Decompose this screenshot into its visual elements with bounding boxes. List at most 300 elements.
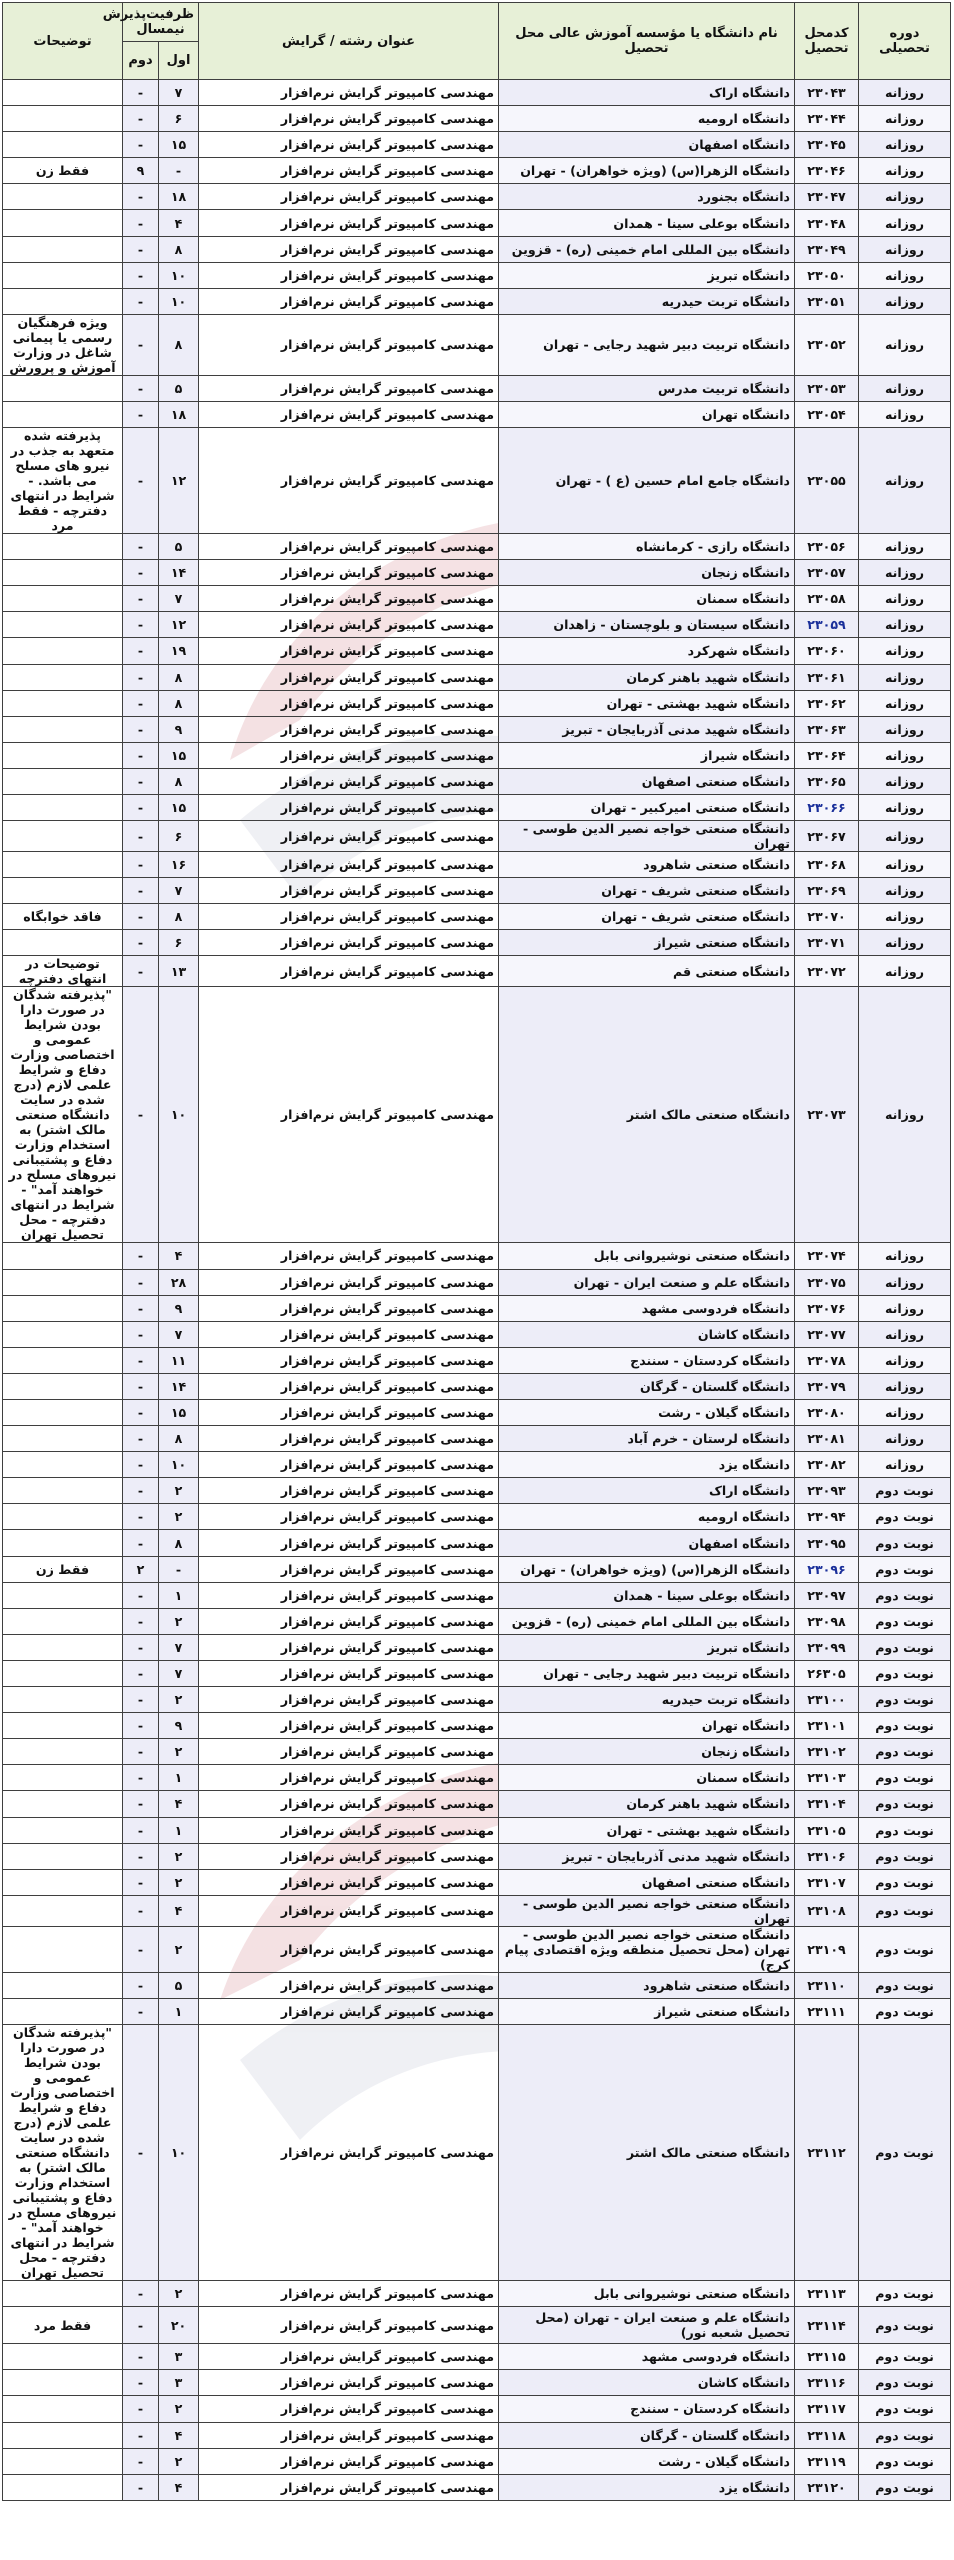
cell-notes <box>3 664 123 690</box>
cell-capacity-second: - <box>123 1869 159 1895</box>
cell-notes <box>3 1998 123 2024</box>
table-row <box>3 1660 951 1686</box>
cell-code: ۲۳۰۹۴ <box>795 1504 859 1530</box>
cell-notes <box>3 1791 123 1817</box>
cell-capacity-second: - <box>123 690 159 716</box>
admission-table <box>2 2 951 2501</box>
cell-period: روزانه <box>859 664 951 690</box>
cell-capacity-first: ۱۰ <box>159 288 199 314</box>
cell-capacity-second: - <box>123 1739 159 1765</box>
cell-university: دانشگاه ارومیه <box>499 1504 795 1530</box>
table-row <box>3 1452 951 1478</box>
cell-field: مهندسی کامپیوتر گرایش نرم‌افزار <box>199 716 499 742</box>
cell-university: دانشگاه کاشان <box>499 2370 795 2396</box>
cell-university: دانشگاه صنعتی شاهرود <box>499 1972 795 1998</box>
cell-capacity-first: ۴ <box>159 2422 199 2448</box>
cell-university: دانشگاه کردستان - سنندج <box>499 2396 795 2422</box>
cell-period: روزانه <box>859 1373 951 1399</box>
table-row <box>3 1426 951 1452</box>
table-row <box>3 158 951 184</box>
table-row <box>3 987 951 1243</box>
cell-capacity-first: - <box>159 158 199 184</box>
table-row <box>3 106 951 132</box>
table-row <box>3 2422 951 2448</box>
cell-capacity-second: - <box>123 375 159 401</box>
cell-code: ۲۳۰۶۴ <box>795 742 859 768</box>
cell-capacity-second: - <box>123 742 159 768</box>
cell-notes <box>3 401 123 427</box>
cell-university: دانشگاه تهران <box>499 1713 795 1739</box>
cell-capacity-first: ۴ <box>159 210 199 236</box>
cell-capacity-second: - <box>123 1452 159 1478</box>
cell-capacity-second: - <box>123 1843 159 1869</box>
cell-period: روزانه <box>859 132 951 158</box>
cell-code: ۲۳۰۴۹ <box>795 236 859 262</box>
cell-field: مهندسی کامپیوتر گرایش نرم‌افزار <box>199 534 499 560</box>
cell-notes <box>3 821 123 852</box>
cell-period: نوبت دوم <box>859 1895 951 1926</box>
cell-code: ۲۳۰۶۲ <box>795 690 859 716</box>
cell-capacity-first: ۱ <box>159 1765 199 1791</box>
cell-field: مهندسی کامپیوتر گرایش نرم‌افزار <box>199 794 499 820</box>
cell-capacity-first: ۱۰ <box>159 1452 199 1478</box>
cell-period: روزانه <box>859 1269 951 1295</box>
cell-period: نوبت دوم <box>859 1713 951 1739</box>
cell-field: مهندسی کامپیوتر گرایش نرم‌افزار <box>199 184 499 210</box>
cell-period: روزانه <box>859 534 951 560</box>
cell-code: ۲۳۱۱۹ <box>795 2448 859 2474</box>
cell-university: دانشگاه صنعتی شریف - تهران <box>499 904 795 930</box>
table-row <box>3 80 951 106</box>
cell-field: مهندسی کامپیوتر گرایش نرم‌افزار <box>199 106 499 132</box>
cell-code: ۲۳۰۵۰ <box>795 262 859 288</box>
cell-capacity-first: ۲۰ <box>159 2307 199 2344</box>
cell-field: مهندسی کامپیوتر گرایش نرم‌افزار <box>199 236 499 262</box>
table-row <box>3 314 951 375</box>
cell-university: دانشگاه علم و صنعت ایران - تهران <box>499 1269 795 1295</box>
cell-field: مهندسی کامپیوتر گرایش نرم‌افزار <box>199 1660 499 1686</box>
table-row <box>3 1869 951 1895</box>
cell-period: روزانه <box>859 210 951 236</box>
cell-code: ۲۳۰۵۹ <box>795 612 859 638</box>
cell-capacity-second: - <box>123 1426 159 1452</box>
cell-field: مهندسی کامپیوتر گرایش نرم‌افزار <box>199 821 499 852</box>
cell-capacity-second: - <box>123 794 159 820</box>
cell-capacity-second: - <box>123 288 159 314</box>
cell-field: مهندسی کامپیوتر گرایش نرم‌افزار <box>199 1817 499 1843</box>
table-row <box>3 132 951 158</box>
cell-university: دانشگاه صنعتی شیراز <box>499 1998 795 2024</box>
cell-period: نوبت دوم <box>859 1869 951 1895</box>
header-notes: توضیحات <box>3 3 123 80</box>
cell-capacity-first: ۷ <box>159 586 199 612</box>
cell-code: ۲۳۱۱۵ <box>795 2344 859 2370</box>
cell-notes: فقط مرد <box>3 2307 123 2344</box>
cell-field: مهندسی کامپیوتر گرایش نرم‌افزار <box>199 1998 499 2024</box>
cell-capacity-first: ۷ <box>159 80 199 106</box>
table-row <box>3 1791 951 1817</box>
cell-university: دانشگاه شهید مدنی آذربایجان - تبریز <box>499 716 795 742</box>
cell-university: دانشگاه بوعلی سینا - همدان <box>499 1582 795 1608</box>
table-row <box>3 1582 951 1608</box>
cell-capacity-first: ۳ <box>159 2370 199 2396</box>
cell-capacity-first: ۲ <box>159 1687 199 1713</box>
cell-capacity-first: ۱۶ <box>159 852 199 878</box>
cell-code: ۲۳۰۸۱ <box>795 1426 859 1452</box>
cell-university: دانشگاه الزهرا(س) (ویژه خواهران) - تهران <box>499 1556 795 1582</box>
table-row <box>3 586 951 612</box>
header-second: دوم <box>123 42 159 80</box>
table-row <box>3 1400 951 1426</box>
cell-code: ۲۳۰۹۷ <box>795 1582 859 1608</box>
cell-period: روزانه <box>859 184 951 210</box>
cell-period: نوبت دوم <box>859 1926 951 1972</box>
cell-period: روزانه <box>859 80 951 106</box>
table-row <box>3 742 951 768</box>
table-row <box>3 716 951 742</box>
cell-notes <box>3 586 123 612</box>
cell-field: مهندسی کامپیوتر گرایش نرم‌افزار <box>199 1634 499 1660</box>
cell-field: مهندسی کامپیوتر گرایش نرم‌افزار <box>199 1373 499 1399</box>
cell-capacity-first: ۱۸ <box>159 401 199 427</box>
cell-field: مهندسی کامپیوتر گرایش نرم‌افزار <box>199 987 499 1243</box>
cell-field: مهندسی کامپیوتر گرایش نرم‌افزار <box>199 401 499 427</box>
cell-capacity-second: - <box>123 80 159 106</box>
cell-period: نوبت دوم <box>859 2280 951 2306</box>
cell-notes <box>3 1321 123 1347</box>
cell-code: ۲۳۰۶۹ <box>795 878 859 904</box>
cell-notes <box>3 184 123 210</box>
cell-capacity-second: - <box>123 1400 159 1426</box>
cell-capacity-second: - <box>123 2422 159 2448</box>
cell-capacity-second: - <box>123 1269 159 1295</box>
cell-university: دانشگاه علم و صنعت ایران - تهران (محل تحصیل شعبه نور) <box>499 2307 795 2344</box>
cell-field: مهندسی کامپیوتر گرایش نرم‌افزار <box>199 690 499 716</box>
cell-field: مهندسی کامپیوتر گرایش نرم‌افزار <box>199 1400 499 1426</box>
cell-notes: پذیرفته شده متعهد به جذب در نیرو های مسلح می باشد. - شرایط در انتهای دفترچه - فقط مرد <box>3 428 123 534</box>
cell-university: دانشگاه ارومیه <box>499 106 795 132</box>
table-row <box>3 1713 951 1739</box>
table-row <box>3 1556 951 1582</box>
cell-university: دانشگاه صنعتی امیرکبیر - تهران <box>499 794 795 820</box>
cell-code: ۲۳۰۶۸ <box>795 852 859 878</box>
table-row <box>3 1530 951 1556</box>
cell-notes: فقط زن <box>3 158 123 184</box>
cell-field: مهندسی کامپیوتر گرایش نرم‌افزار <box>199 768 499 794</box>
cell-notes <box>3 1634 123 1660</box>
cell-period: روزانه <box>859 236 951 262</box>
cell-capacity-first: ۸ <box>159 314 199 375</box>
cell-university: دانشگاه کردستان - سنندج <box>499 1347 795 1373</box>
cell-capacity-second: - <box>123 878 159 904</box>
cell-capacity-second: - <box>123 428 159 534</box>
cell-capacity-first: ۸ <box>159 1426 199 1452</box>
cell-field: مهندسی کامپیوتر گرایش نرم‌افزار <box>199 904 499 930</box>
cell-notes <box>3 638 123 664</box>
cell-period: روزانه <box>859 1321 951 1347</box>
cell-capacity-first: ۶ <box>159 106 199 132</box>
cell-code: ۲۳۱۰۱ <box>795 1713 859 1739</box>
cell-code: ۲۳۱۱۴ <box>795 2307 859 2344</box>
table-row <box>3 1478 951 1504</box>
cell-period: روزانه <box>859 638 951 664</box>
table-row <box>3 690 951 716</box>
table-row <box>3 768 951 794</box>
cell-period: روزانه <box>859 1426 951 1452</box>
cell-field: مهندسی کامپیوتر گرایش نرم‌افزار <box>199 262 499 288</box>
cell-notes <box>3 80 123 106</box>
cell-code: ۲۳۱۰۲ <box>795 1739 859 1765</box>
cell-notes <box>3 560 123 586</box>
cell-capacity-first: ۱۵ <box>159 132 199 158</box>
cell-code: ۲۳۱۰۷ <box>795 1869 859 1895</box>
cell-code: ۲۳۰۷۱ <box>795 930 859 956</box>
cell-notes <box>3 2474 123 2500</box>
cell-code: ۲۳۱۰۹ <box>795 1926 859 1972</box>
cell-code: ۲۳۰۶۶ <box>795 794 859 820</box>
cell-field: مهندسی کامپیوتر گرایش نرم‌افزار <box>199 2307 499 2344</box>
cell-field: مهندسی کامپیوتر گرایش نرم‌افزار <box>199 878 499 904</box>
header-first: اول <box>159 42 199 80</box>
cell-university: دانشگاه بجنورد <box>499 184 795 210</box>
cell-university: دانشگاه شهید بهشتی - تهران <box>499 690 795 716</box>
cell-capacity-first: ۸ <box>159 236 199 262</box>
table-row <box>3 210 951 236</box>
cell-field: مهندسی کامپیوتر گرایش نرم‌افزار <box>199 1926 499 1972</box>
table-row <box>3 262 951 288</box>
cell-university: دانشگاه صنعتی شاهرود <box>499 852 795 878</box>
cell-field: مهندسی کامپیوتر گرایش نرم‌افزار <box>199 1582 499 1608</box>
cell-notes <box>3 1660 123 1686</box>
cell-notes <box>3 878 123 904</box>
cell-notes <box>3 1400 123 1426</box>
cell-capacity-second: - <box>123 2280 159 2306</box>
cell-university: دانشگاه صنعتی شریف - تهران <box>499 878 795 904</box>
table-row <box>3 375 951 401</box>
cell-university: دانشگاه کاشان <box>499 1321 795 1347</box>
cell-field: مهندسی کامپیوتر گرایش نرم‌افزار <box>199 664 499 690</box>
cell-university: دانشگاه سیستان و بلوچستان - زاهدان <box>499 612 795 638</box>
cell-period: روزانه <box>859 878 951 904</box>
cell-field: مهندسی کامپیوتر گرایش نرم‌افزار <box>199 612 499 638</box>
table-row <box>3 2448 951 2474</box>
cell-capacity-first: ۲ <box>159 2396 199 2422</box>
cell-capacity-second: - <box>123 1608 159 1634</box>
cell-period: روزانه <box>859 375 951 401</box>
cell-code: ۲۳۰۴۳ <box>795 80 859 106</box>
cell-notes <box>3 1373 123 1399</box>
cell-notes <box>3 1452 123 1478</box>
cell-field: مهندسی کامپیوتر گرایش نرم‌افزار <box>199 1295 499 1321</box>
cell-period: نوبت دوم <box>859 2344 951 2370</box>
cell-notes <box>3 1243 123 1269</box>
cell-code: ۲۳۰۷۳ <box>795 987 859 1243</box>
cell-capacity-first: ۲ <box>159 1926 199 1972</box>
cell-code: ۲۳۱۱۲ <box>795 2024 859 2280</box>
cell-field: مهندسی کامپیوتر گرایش نرم‌افزار <box>199 1765 499 1791</box>
cell-period: نوبت دوم <box>859 1582 951 1608</box>
cell-notes <box>3 1843 123 1869</box>
cell-capacity-second: - <box>123 586 159 612</box>
cell-capacity-first: ۴ <box>159 1243 199 1269</box>
cell-code: ۲۳۰۶۱ <box>795 664 859 690</box>
cell-university: دانشگاه بین المللی امام خمینی (ره) - قزوین <box>499 1608 795 1634</box>
cell-code: ۲۳۰۹۶ <box>795 1556 859 1582</box>
cell-university: دانشگاه تربت حیدریه <box>499 1687 795 1713</box>
cell-code: ۲۳۰۹۳ <box>795 1478 859 1504</box>
cell-code: ۲۳۱۱۷ <box>795 2396 859 2422</box>
cell-university: دانشگاه تربیت مدرس <box>499 375 795 401</box>
cell-university: دانشگاه صنعتی خواجه نصیر الدین طوسی - تهران <box>499 1895 795 1926</box>
cell-code: ۲۳۰۹۹ <box>795 1634 859 1660</box>
table-row <box>3 2370 951 2396</box>
cell-period: روزانه <box>859 586 951 612</box>
cell-capacity-second: - <box>123 1321 159 1347</box>
cell-notes <box>3 1426 123 1452</box>
cell-code: ۲۳۱۱۳ <box>795 2280 859 2306</box>
cell-capacity-first: ۸ <box>159 664 199 690</box>
header-row <box>3 3 951 42</box>
cell-period: روزانه <box>859 158 951 184</box>
cell-capacity-first: ۷ <box>159 878 199 904</box>
cell-period: روزانه <box>859 768 951 794</box>
cell-capacity-second: - <box>123 1530 159 1556</box>
cell-capacity-first: ۷ <box>159 1660 199 1686</box>
cell-university: دانشگاه بین المللی امام خمینی (ره) - قزوین <box>499 236 795 262</box>
cell-capacity-second: - <box>123 1765 159 1791</box>
cell-capacity-second: - <box>123 664 159 690</box>
cell-university: دانشگاه شهید باهنر کرمان <box>499 1791 795 1817</box>
header-field: عنوان رشته / گرایش <box>199 3 499 80</box>
table-row <box>3 2280 951 2306</box>
cell-notes: ویژه فرهنگیان رسمی یا پیمانی شاغل در وزارت آموزش و پرورش <box>3 314 123 375</box>
cell-code: ۲۳۰۴۴ <box>795 106 859 132</box>
cell-university: دانشگاه تربیت دبیر شهید رجایی - تهران <box>499 314 795 375</box>
cell-capacity-first: ۷ <box>159 1634 199 1660</box>
cell-period: روزانه <box>859 1452 951 1478</box>
cell-capacity-second: - <box>123 184 159 210</box>
cell-field: مهندسی کامپیوتر گرایش نرم‌افزار <box>199 210 499 236</box>
table-row <box>3 1972 951 1998</box>
cell-period: نوبت دوم <box>859 1687 951 1713</box>
cell-period: نوبت دوم <box>859 1843 951 1869</box>
cell-notes: "پذیرفته شدگان در صورت دارا بودن شرایط عمومی و اختصاصی وزارت دفاع و شرایط علمی لازم (درج شده در سایت دانشگاه صنعتی مالک اشتر) به استخدام وزارت دفاع و پشتیبانی نیروهای مسلح در خواهند آمد" - شرایط در انتهای دفترچه - محل تحصیل تهران <box>3 987 123 1243</box>
cell-notes <box>3 1972 123 1998</box>
cell-capacity-first: ۲ <box>159 1478 199 1504</box>
cell-university: دانشگاه صنعتی مالک اشتر <box>499 2024 795 2280</box>
table-row <box>3 1817 951 1843</box>
cell-code: ۲۳۱۱۶ <box>795 2370 859 2396</box>
cell-capacity-second: - <box>123 2448 159 2474</box>
cell-capacity-first: ۱۲ <box>159 428 199 534</box>
cell-period: نوبت دوم <box>859 1634 951 1660</box>
cell-capacity-first: ۱۰ <box>159 987 199 1243</box>
cell-capacity-first: ۷ <box>159 1321 199 1347</box>
cell-period: نوبت دوم <box>859 2448 951 2474</box>
cell-capacity-second: - <box>123 768 159 794</box>
cell-code: ۲۳۰۶۷ <box>795 821 859 852</box>
cell-notes <box>3 106 123 132</box>
cell-university: دانشگاه شهید بهشتی - تهران <box>499 1817 795 1843</box>
cell-field: مهندسی کامپیوتر گرایش نرم‌افزار <box>199 2396 499 2422</box>
cell-capacity-second: - <box>123 2474 159 2500</box>
cell-period: روزانه <box>859 821 951 852</box>
cell-code: ۲۳۰۷۷ <box>795 1321 859 1347</box>
cell-field: مهندسی کامپیوتر گرایش نرم‌افزار <box>199 1843 499 1869</box>
table-row <box>3 2307 951 2344</box>
cell-notes <box>3 742 123 768</box>
cell-code: ۲۳۰۵۸ <box>795 586 859 612</box>
cell-capacity-second: - <box>123 987 159 1243</box>
cell-notes <box>3 612 123 638</box>
cell-period: نوبت دوم <box>859 1791 951 1817</box>
cell-capacity-first: ۹ <box>159 1295 199 1321</box>
cell-capacity-first: ۵ <box>159 534 199 560</box>
cell-university: دانشگاه یزد <box>499 1452 795 1478</box>
cell-notes <box>3 768 123 794</box>
cell-capacity-first: ۸ <box>159 690 199 716</box>
cell-code: ۲۳۱۱۰ <box>795 1972 859 1998</box>
cell-code: ۲۳۱۱۱ <box>795 1998 859 2024</box>
cell-field: مهندسی کامپیوتر گرایش نرم‌افزار <box>199 2474 499 2500</box>
cell-period: نوبت دوم <box>859 1478 951 1504</box>
cell-capacity-second: - <box>123 2307 159 2344</box>
cell-code: ۲۳۰۶۵ <box>795 768 859 794</box>
cell-capacity-second: - <box>123 2396 159 2422</box>
cell-field: مهندسی کامپیوتر گرایش نرم‌افزار <box>199 375 499 401</box>
cell-university: دانشگاه صنعتی نوشیروانی بابل <box>499 2280 795 2306</box>
cell-capacity-first: ۶ <box>159 930 199 956</box>
cell-university: دانشگاه اصفهان <box>499 1530 795 1556</box>
cell-notes <box>3 2422 123 2448</box>
cell-code: ۲۳۰۷۴ <box>795 1243 859 1269</box>
table-row <box>3 638 951 664</box>
cell-field: مهندسی کامپیوتر گرایش نرم‌افزار <box>199 1972 499 1998</box>
cell-field: مهندسی کامپیوتر گرایش نرم‌افزار <box>199 1243 499 1269</box>
cell-university: دانشگاه اراک <box>499 1478 795 1504</box>
table-row <box>3 821 951 852</box>
table-body <box>3 80 951 2501</box>
cell-university: دانشگاه شهید باهنر کرمان <box>499 664 795 690</box>
cell-period: نوبت دوم <box>859 1765 951 1791</box>
table-row <box>3 1373 951 1399</box>
cell-university: دانشگاه الزهرا(س) (ویژه خواهران) - تهران <box>499 158 795 184</box>
cell-notes <box>3 852 123 878</box>
cell-capacity-second: - <box>123 1504 159 1530</box>
cell-university: دانشگاه جامع امام حسین (ع ) - تهران <box>499 428 795 534</box>
cell-capacity-second: - <box>123 2344 159 2370</box>
cell-university: دانشگاه فردوسی مشهد <box>499 2344 795 2370</box>
cell-notes <box>3 1608 123 1634</box>
cell-capacity-second: - <box>123 1713 159 1739</box>
cell-university: دانشگاه صنعتی مالک اشتر <box>499 987 795 1243</box>
cell-code: ۲۳۰۴۵ <box>795 132 859 158</box>
cell-university: دانشگاه صنعتی اصفهان <box>499 768 795 794</box>
cell-capacity-first: ۴ <box>159 2474 199 2500</box>
cell-field: مهندسی کامپیوتر گرایش نرم‌افزار <box>199 1504 499 1530</box>
cell-capacity-second: - <box>123 638 159 664</box>
cell-period: روزانه <box>859 1400 951 1426</box>
cell-notes <box>3 930 123 956</box>
cell-capacity-first: - <box>159 1556 199 1582</box>
table-row <box>3 1739 951 1765</box>
cell-capacity-second: - <box>123 1972 159 1998</box>
cell-capacity-first: ۱۰ <box>159 2024 199 2280</box>
table-row <box>3 1295 951 1321</box>
cell-period: روزانه <box>859 956 951 987</box>
cell-university: دانشگاه اصفهان <box>499 132 795 158</box>
cell-notes <box>3 1295 123 1321</box>
